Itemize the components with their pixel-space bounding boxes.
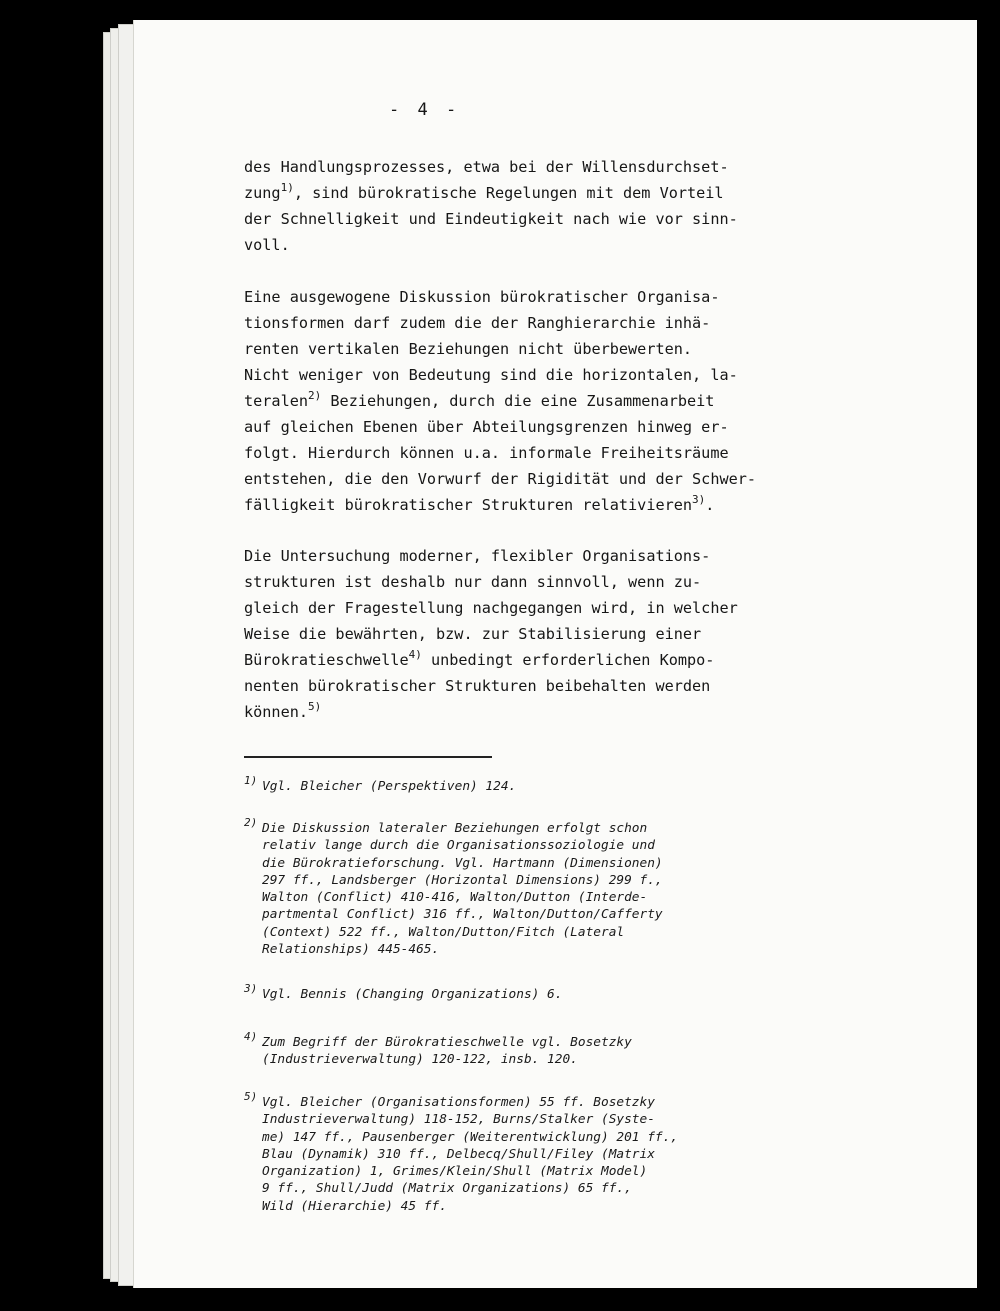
text-line: der Schnelligkeit und Eindeutigkeit nach wie vor sinn- (244, 210, 738, 228)
text-line (244, 388, 844, 414)
text-segment: Bürokratieschwelle (244, 651, 409, 669)
text-line: des Handlungsprozesses, etwa bei der Willensdurchset- (244, 158, 729, 176)
text-line: voll. (244, 236, 290, 254)
text-segment: . (705, 496, 715, 514)
text-line: renten vertikalen Beziehungen nicht überbewerten. (244, 340, 693, 358)
text-segment: fälligkeit bürokratischer Strukturen relativieren (244, 496, 693, 514)
text-line: Weise die bewährten, bzw. zur Stabilisierung einer (244, 625, 702, 643)
text-segment: teralen (244, 392, 309, 410)
text-line (244, 492, 844, 518)
text-line: Eine ausgewogene Diskussion bürokratischer Organisa- (244, 288, 720, 306)
text-line: entstehen, die den Vorwurf der Rigidität und der Schwer- (244, 470, 757, 488)
text-segment: Beziehungen, durch die eine Zusammenarbeit (321, 392, 715, 410)
footnote-3 (244, 982, 814, 1003)
text-line (244, 180, 844, 206)
footnote-reference: 3) (692, 493, 706, 506)
footnote-reference: 5) (308, 700, 322, 713)
footnote-2 (244, 816, 814, 958)
text-segment: zung (244, 184, 281, 202)
footnote-text: Vgl. Bleicher (Perspektiven) 124. (262, 779, 517, 794)
text-line: Nicht weniger von Bedeutung sind die horizontalen, la- (244, 366, 738, 384)
paragraph-2 (244, 284, 844, 518)
footnote-text: Zum Begriff der Bürokratieschwelle vgl. Bosetzky (Industrieverwaltung) 120-122, insb. 120. (262, 1035, 632, 1068)
footnote-number: 3) (244, 982, 258, 995)
footnote-text: Vgl. Bleicher (Organisationsformen) 55 ff. Bosetzky Industrieverwaltung) 118-152, Burns/Stalker (Syste- me) 147 ff., Pausenberger (Weiterentwicklung) 201 ff., Blau (Dynamik) 310 ff., Delbecq/Shull/Filey (Matrix Organization) 1, Grimes/Klein/Shull (Matrix Model) 9 ff., Shull/Judd (Matrix Organizations) 65 ff., Wild (Hierarchie) 45 ff. (262, 1095, 679, 1214)
text-line: Die Untersuchung moderner, flexibler Organisations- (244, 547, 711, 565)
footnote-number: 4) (244, 1030, 258, 1043)
footnote-number: 5) (244, 1090, 258, 1103)
document-page (133, 20, 977, 1288)
text-line: strukturen ist deshalb nur dann sinnvoll, wenn zu- (244, 573, 702, 591)
paragraph-1 (244, 154, 844, 258)
footnote-1 (244, 774, 814, 795)
text-segment: können. (244, 703, 309, 721)
page-number: - 4 - (389, 100, 461, 120)
text-line: folgt. Hierdurch können u.a. informale Freiheitsräume (244, 444, 729, 462)
text-line: gleich der Fragestellung nachgegangen wird, in welcher (244, 599, 738, 617)
footnote-text: Vgl. Bennis (Changing Organizations) 6. (262, 987, 563, 1002)
footnote-reference: 1) (280, 181, 294, 194)
text-line: auf gleichen Ebenen über Abteilungsgrenzen hinweg er- (244, 418, 729, 436)
footnote-number: 1) (244, 774, 258, 787)
footnote-text: Die Diskussion lateraler Beziehungen erfolgt schon relativ lange durch die Organisationssoziologie und die Bürokratieforschung. Vgl. Hartmann (Dimensionen) 297 ff., Landsberger (Horizontal Dimensions) 299 f., Walton (Conflict) 410-416, Walton/Dutton (Interde- partmental Conflict) 316 ff., Walton/Dutton/Cafferty (Context) 522 ff., Walton/Dutton/Fitch (Lateral Relationships) 445-465. (262, 821, 663, 958)
footnote-reference: 2) (308, 389, 322, 402)
footnote-separator (244, 756, 492, 758)
text-segment: , sind bürokratische Regelungen mit dem Vorteil (293, 184, 724, 202)
footnote-reference: 4) (408, 648, 422, 661)
text-line: nenten bürokratischer Strukturen beibehalten werden (244, 677, 711, 695)
paragraph-3 (244, 543, 844, 725)
footnote-number: 2) (244, 816, 258, 829)
footnote-4 (244, 1030, 814, 1069)
text-segment: unbedingt erforderlichen Kompo- (421, 651, 715, 669)
footnote-5 (244, 1090, 814, 1215)
text-line: tionsformen darf zudem die der Ranghierarchie inhä- (244, 314, 711, 332)
text-line (244, 699, 844, 725)
text-line (244, 647, 844, 673)
